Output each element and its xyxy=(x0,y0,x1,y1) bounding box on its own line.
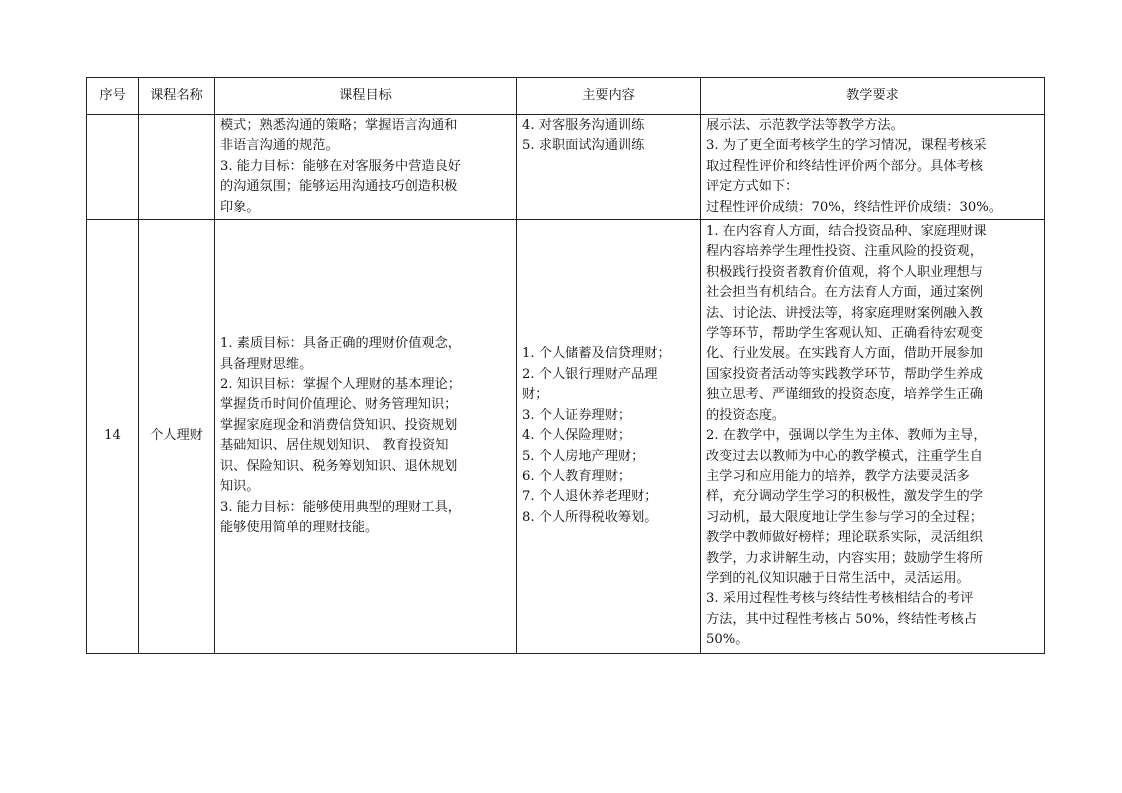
requirement-line: 方法，其中过程性考核占 50%，终结性考核占 xyxy=(706,611,977,627)
goal-line: 非语言沟通的规范。 xyxy=(220,138,339,154)
requirement-line: 法、讨论法、讲授法等，将家庭理财案例融入教 xyxy=(706,305,983,321)
goal-line: 基础知识、居住规划知识、 教育投资知 xyxy=(220,438,449,454)
cell-course-name-continued xyxy=(139,115,215,220)
goal-line: 1. 素质目标：具备正确的理财价值观念， xyxy=(220,336,461,352)
content-line: 4. 个人保险理财； xyxy=(522,428,632,444)
goal-line: 识、保险知识、税务筹划知识、退休规划 xyxy=(220,458,458,474)
header-content: 主要内容 xyxy=(517,78,701,115)
goal-line: 印象。 xyxy=(220,199,260,215)
requirement-line: 展示法、示范教学法等教学方法。 xyxy=(706,118,904,133)
requirement-line: 独立思考、严谨细致的投资态度，培养学生正确 xyxy=(706,387,983,403)
requirement-line: 学等环节，帮助学生客观认知、正确看待宏观变 xyxy=(706,326,983,342)
requirement-line: 样，充分调动学生学习的积极性，激发学生的学 xyxy=(706,489,983,505)
cell-requirements-continued xyxy=(701,115,1045,220)
requirement-line: 1. 在内容育人方面，结合投资品种、家庭理财课 xyxy=(706,224,987,240)
course-table xyxy=(86,77,1045,654)
cell-requirements xyxy=(701,220,1045,654)
goal-line: 2. 知识目标：掌握个人理财的基本理论； xyxy=(220,377,461,393)
requirement-line: 过程性评价成绩：70%，终结性评价成绩：30%。 xyxy=(706,199,1002,215)
goal-line: 掌握家庭现金和消费信贷知识、投资规划 xyxy=(220,417,458,433)
content-line: 2. 个人银行理财产品理 xyxy=(522,366,658,382)
goal-line: 能够使用简单的理财技能。 xyxy=(220,519,379,535)
table-row-14 xyxy=(87,220,1045,654)
content-line: 4. 对客服务沟通训练 xyxy=(522,118,645,133)
requirement-line: 积极践行投资者教育价值观，将个人职业理想与 xyxy=(706,264,983,280)
requirement-line: 2. 在教学中，强调以学生为主体、教师为主导， xyxy=(706,428,987,444)
requirement-line: 习动机，最大限度地让学生参与学习的全过程； xyxy=(706,509,983,525)
requirement-line: 改变过去以教师为中心的教学模式，注重学生自 xyxy=(706,448,983,464)
content-line: 1. 个人储蓄及信贷理财； xyxy=(522,346,671,362)
goal-line: 3. 能力目标：能够在对客服务中营造良好 xyxy=(220,158,461,174)
goal-line: 3. 能力目标：能够使用典型的理财工具， xyxy=(220,499,461,515)
cell-number: 14 xyxy=(87,220,139,654)
content-line: 6. 个人教育理财； xyxy=(522,468,632,484)
content-line: 5. 求职面试沟通训练 xyxy=(522,138,645,154)
requirement-line: 国家投资者活动等实践教学环节，帮助学生养成 xyxy=(706,366,983,382)
requirement-line: 主学习和应用能力的培养，教学方法要灵活多 xyxy=(706,468,970,484)
requirement-line: 教学，力求讲解生动，内容实用；鼓励学生将所 xyxy=(706,550,983,566)
requirement-line: 学到的礼仪知识融于日常生活中，灵活运用。 xyxy=(706,570,970,586)
requirement-line: 化、行业发展。在实践育人方面，借助开展参加 xyxy=(706,346,983,362)
content-line: 8. 个人所得税收筹划。 xyxy=(522,509,658,525)
cell-number-continued xyxy=(87,115,139,220)
cell-content xyxy=(517,220,701,654)
requirement-line: 取过程性评价和终结性评价两个部分。具体考核 xyxy=(706,158,983,174)
goal-line: 的沟通氛围；能够运用沟通技巧创造积极 xyxy=(220,179,458,195)
requirement-line: 教学中教师做好榜样；理论联系实际，灵活组织 xyxy=(706,530,983,546)
content-line: 5. 个人房地产理财； xyxy=(522,448,645,464)
goal-line: 模式；熟悉沟通的策略；掌握语言沟通和 xyxy=(220,118,458,133)
cell-goals xyxy=(215,220,517,654)
content-line: 3. 个人证券理财； xyxy=(522,407,632,423)
requirement-line: 社会担当有机结合。在方法育人方面，通过案例 xyxy=(706,285,983,301)
header-requirements: 教学要求 xyxy=(701,78,1045,115)
requirement-line: 3. 为了更全面考核学生的学习情况，课程考核采 xyxy=(706,138,987,154)
requirement-line: 3. 采用过程性考核与终结性考核相结合的考评 xyxy=(706,591,974,607)
table-row-continued xyxy=(87,115,1045,220)
requirement-line: 50%。 xyxy=(706,632,749,648)
requirement-line: 评定方式如下： xyxy=(706,179,799,195)
header-course-name: 课程名称 xyxy=(139,78,215,115)
goal-line: 知识。 xyxy=(220,479,260,495)
content-line: 7. 个人退休养老理财； xyxy=(522,489,658,505)
cell-goals-continued xyxy=(215,115,517,220)
requirement-line: 程内容培养学生理性投资、注重风险的投资观， xyxy=(706,244,983,260)
table-header-row xyxy=(87,78,1045,115)
goal-line: 掌握货币时间价值理论、财务管理知识； xyxy=(220,397,458,413)
cell-course-name: 个人理财 xyxy=(139,220,215,654)
content-line: 财； xyxy=(522,387,549,403)
requirement-line: 的投资态度。 xyxy=(706,407,786,423)
header-goals: 课程目标 xyxy=(215,78,517,115)
cell-content-continued xyxy=(517,115,701,220)
goal-line: 具备理财思维。 xyxy=(220,356,313,372)
header-number: 序号 xyxy=(87,78,139,115)
